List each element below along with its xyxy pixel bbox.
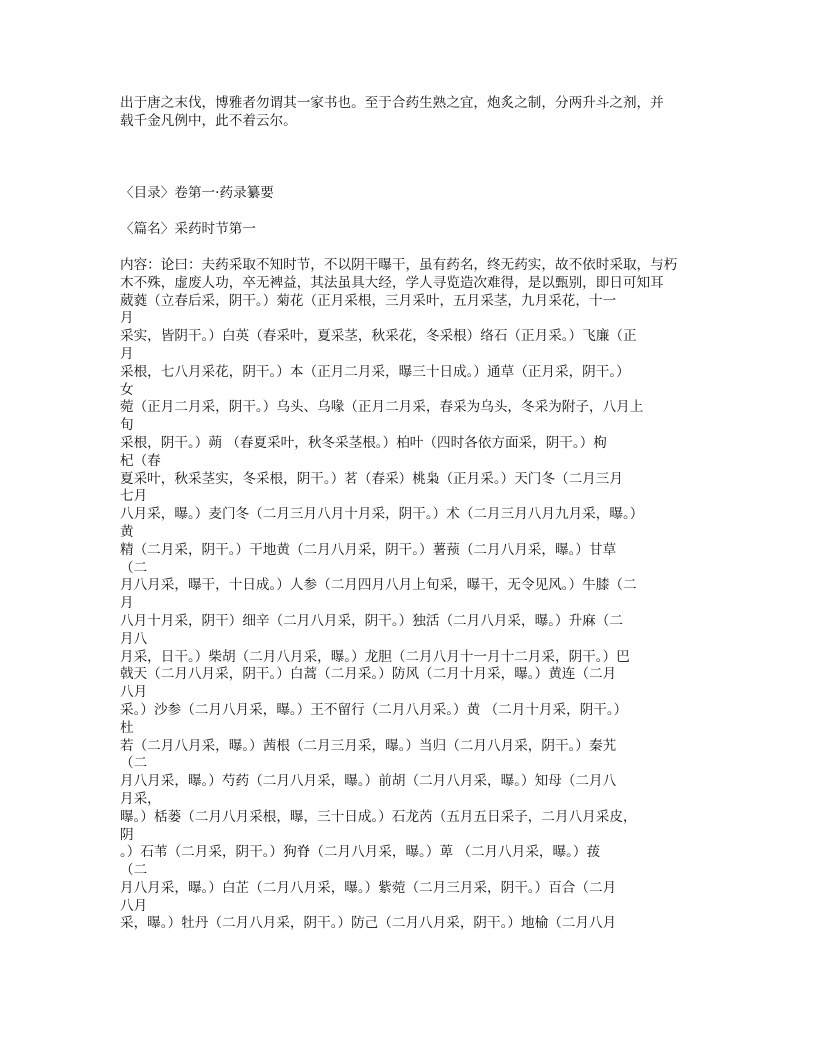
content-line: 八月采，曝。）麦门冬（二月三月八月十月采，阴干。）术（二月三月八月九月采，曝。） xyxy=(120,506,644,523)
content-line: 八月 xyxy=(120,684,148,701)
content-line: 。）石苇（二月采，阴干。）狗脊（二月八月采，曝。）萆 （二月八月采，曝。）菝 xyxy=(120,844,601,861)
content-line: 夏采叶，秋采茎实，冬采根，阴干。）茗（春采）桃枭（正月采。）天门冬（二月三月 xyxy=(120,470,623,487)
content-line: 月八月采，曝。）白芷（二月八月采，曝。）紫菀（二月三月采，阴干。）百合（二月 xyxy=(120,879,617,896)
chapter-heading xyxy=(120,221,700,239)
content-line: （二 xyxy=(120,755,148,772)
content-body xyxy=(120,257,700,933)
content-line: 女 xyxy=(120,381,134,398)
content-line: 菀（正月二月采，阴干。）乌头、乌喙（正月二月采，春采为乌头，冬采为附子，八月上 xyxy=(120,399,644,416)
content-line: 采根，阴干。）蒴 （春夏采叶，秋冬采茎根。）柏叶（四时各依方面采，阴干。）枸 xyxy=(120,434,607,451)
content-line: 阴 xyxy=(120,826,134,843)
content-line: 杜 xyxy=(120,719,134,736)
content-line: 月采， xyxy=(120,790,161,807)
content-line: （二 xyxy=(120,862,148,879)
content-line: 月八 xyxy=(120,630,148,647)
content-line: 采实，皆阴干。）白英（春采叶，夏采茎，秋采花，冬采根）络石（正月采。）飞廉（正 xyxy=(120,328,637,345)
content-line: 戟天（二月八月采，阴干。）白蒿（二月采。）防风（二月十月采，曝。）黄连（二月 xyxy=(120,666,617,683)
intro-paragraph xyxy=(120,95,700,131)
content-line: 杞（春 xyxy=(120,452,161,469)
content-line: 月采，日干。）柴胡（二月八月采，曝。）龙胆（二月八月十一月十二月采，阴干。）巴 xyxy=(120,648,630,665)
content-line: 采。）沙参（二月八月采，曝。）王不留行（二月八月采。）黄 （二月十月采，阴干。） xyxy=(120,701,628,718)
content-line: 精（二月采，阴干。）干地黄（二月八月采，阴干。）薯蓣（二月八月采，曝。）甘草 xyxy=(120,541,617,558)
content-line: 内容：论曰：夫药采取不知时节，不以阴干曝干，虽有药名，终无药实，故不依时采取，与朽 xyxy=(120,257,678,273)
content-line: 八月十月采，阴干）细辛（二月八月采，阴干。）独活（二月八月采，曝。）升麻（二 xyxy=(120,612,623,629)
content-line: 月 xyxy=(120,595,134,612)
content-line: 七月 xyxy=(120,488,148,505)
content-line: 月八月采，曝干，十日成。）人参（二月四月八月上旬采，曝干，无令见风。）牛膝（二 xyxy=(120,577,637,594)
table-of-contents-heading xyxy=(120,185,700,203)
content-line: 月八月采，曝。）芍药（二月八月采，曝。）前胡（二月八月采，曝。）知母（二月八 xyxy=(120,773,617,790)
content-line: 葳蕤（立春后采，阴干。）菊花（正月采根，三月采叶，五月采茎，九月采花，十一 xyxy=(120,292,617,309)
content-line: （二 xyxy=(120,559,148,576)
content-line: 月 xyxy=(120,345,134,362)
content-line: 黄 xyxy=(120,523,134,540)
text-line: 出于唐之末伐，博雅者勿谓其一家书也。至于合药生熟之宜，炮炙之制，分两升斗之剂，并 xyxy=(120,95,664,111)
content-line: 若（二月八月采，曝。）茜根（二月三月采，曝。）当归（二月八月采，阴干。）秦艽 xyxy=(120,737,617,754)
chapter-title: 〈篇名〉采药时节第一 xyxy=(120,221,256,237)
toc-line: 〈目录〉卷第一·药录纂要 xyxy=(120,185,274,201)
content-line: 八月 xyxy=(120,897,148,914)
content-line: 木不殊，虚废人功，卒无裨益，其法虽具大经，学人寻览造次难得，是以甄别，即日可知耳 xyxy=(120,274,664,291)
content-line: 曝。）栝蒌（二月八月采根，曝，三十日成。）石龙芮（五月五日采子，二月八月采皮， xyxy=(120,808,637,825)
content-line: 采根，七八月采花，阴干。）本（正月二月采，曝三十日成。）通草（正月采，阴干。） xyxy=(120,363,630,380)
text-line: 载千金凡例中，此不着云尔。 xyxy=(120,112,297,129)
content-line: 月 xyxy=(120,310,134,327)
content-line: 采，曝。）牡丹（二月八月采，阴干。）防己（二月八月采，阴干。）地榆（二月八月 xyxy=(120,915,617,932)
content-line: 旬 xyxy=(120,417,134,434)
